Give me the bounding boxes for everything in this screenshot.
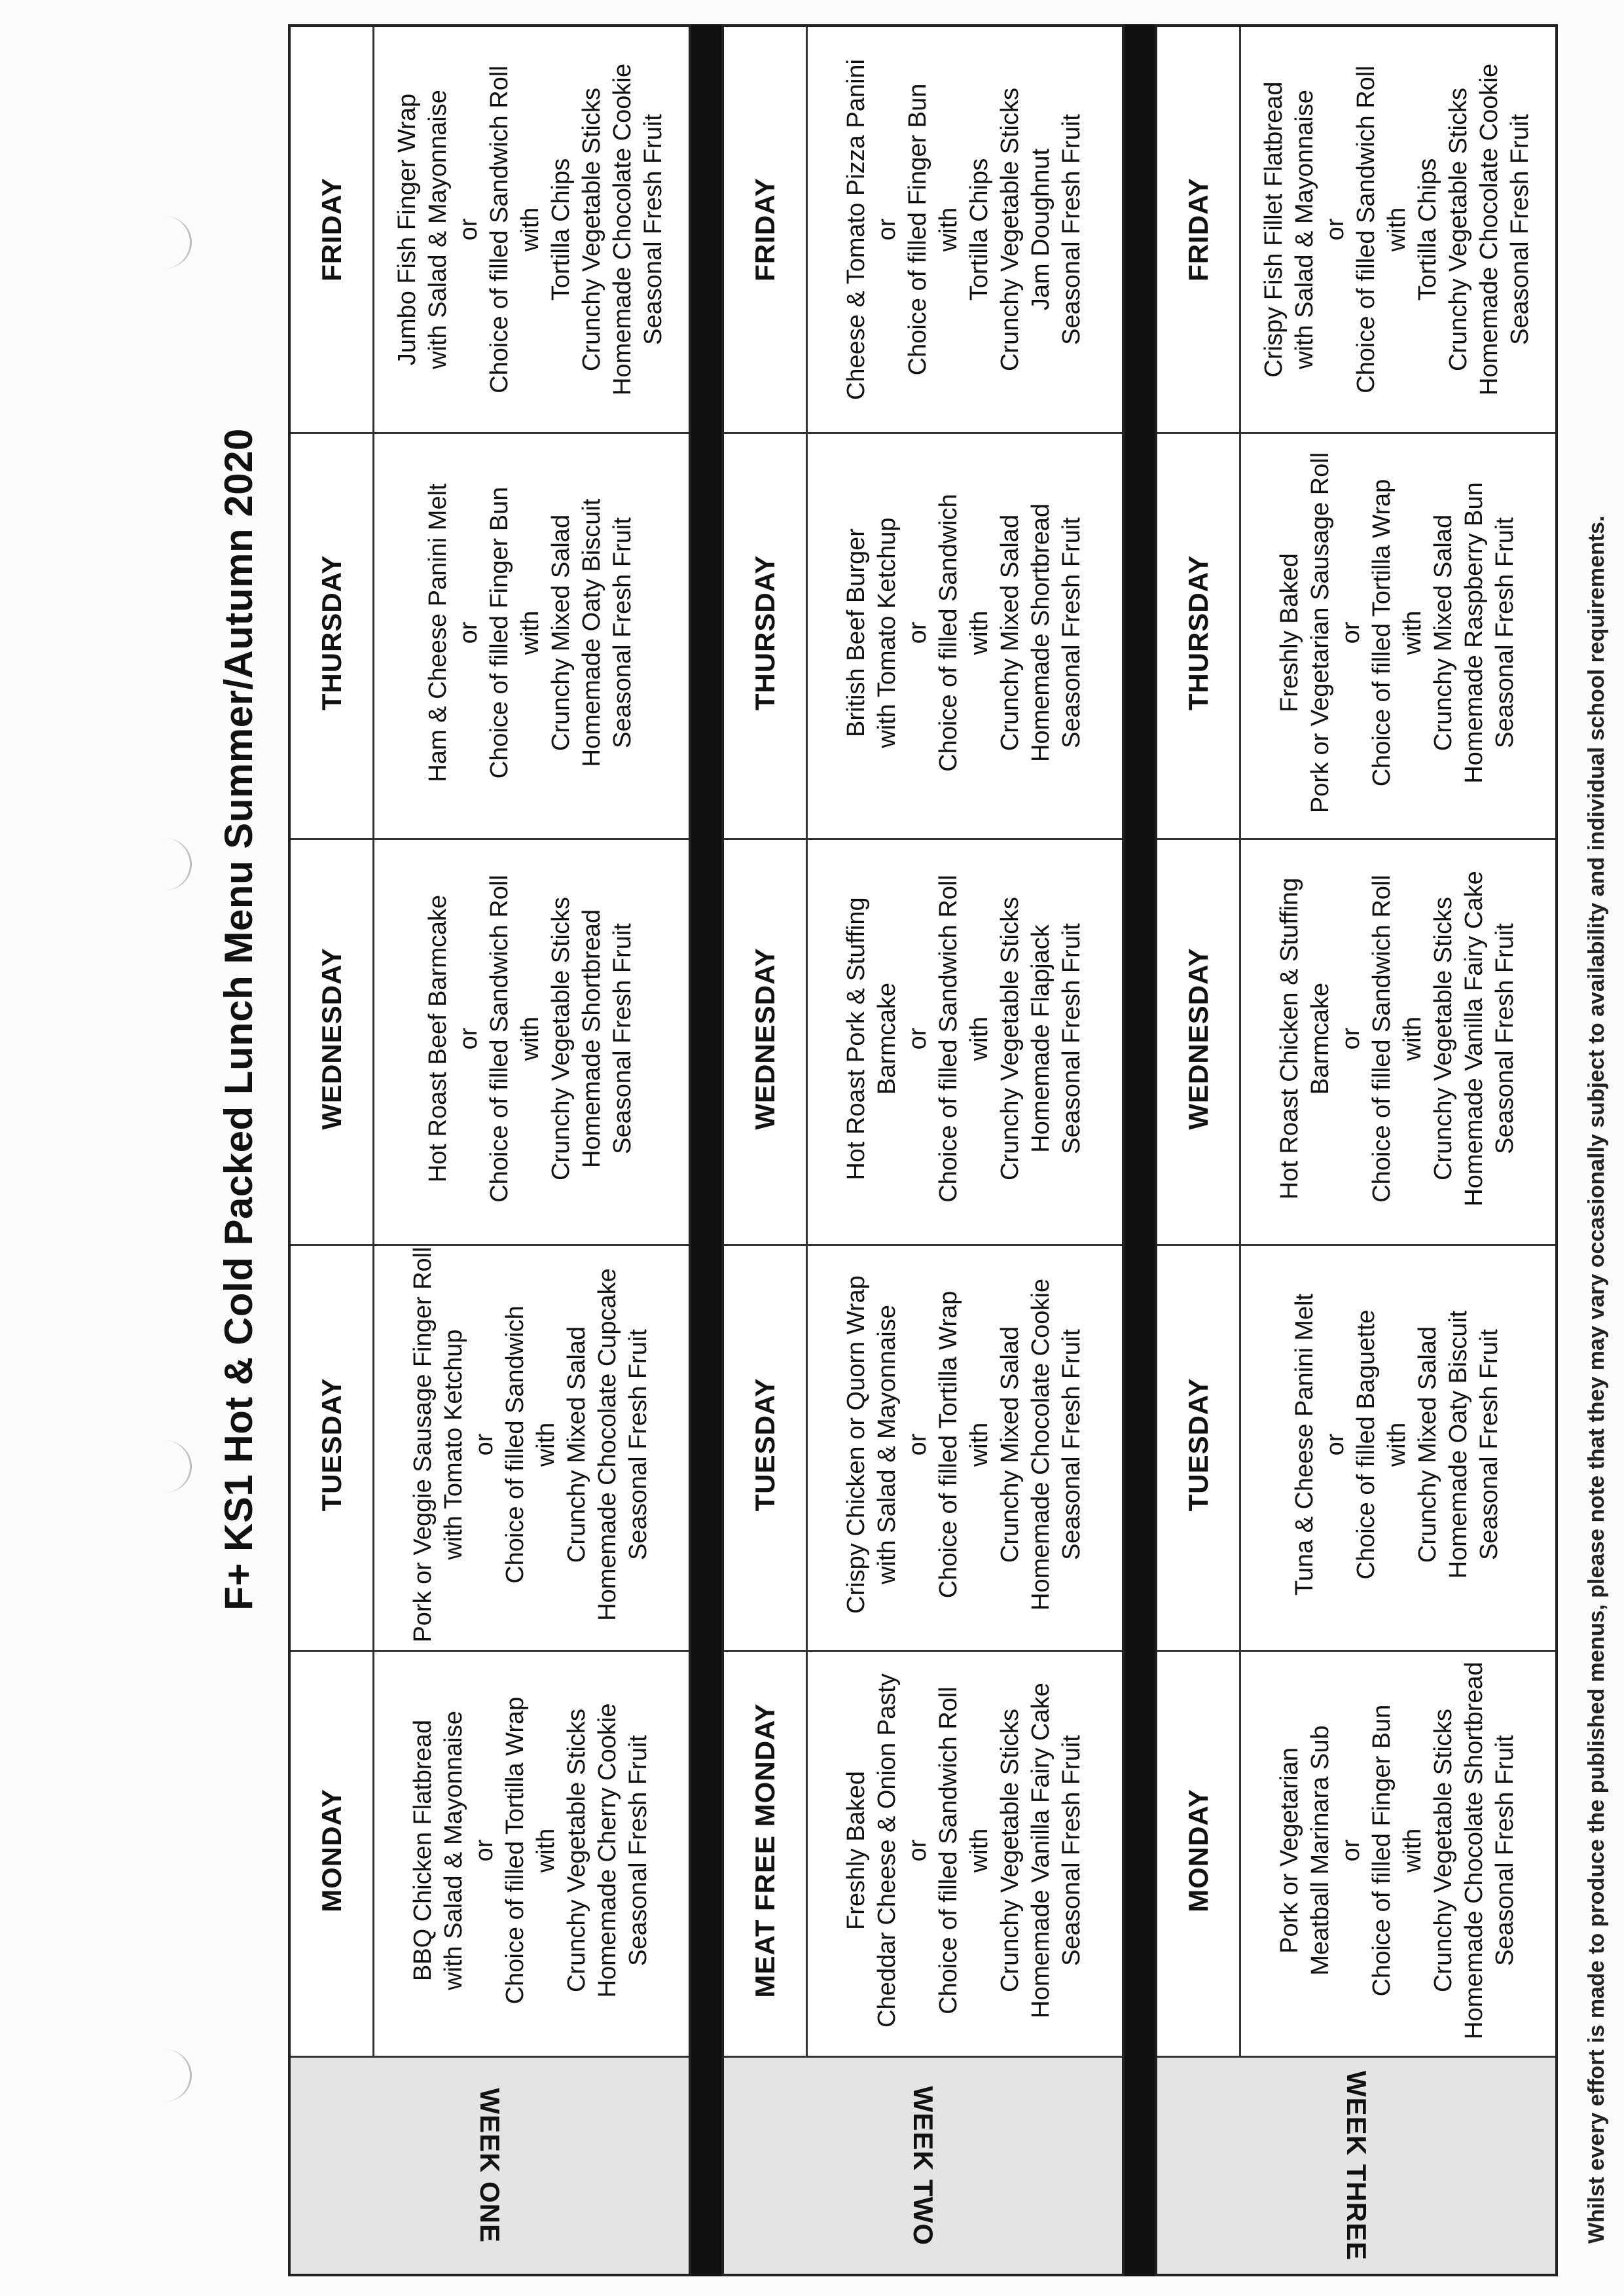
day-menu — [806, 1239, 1122, 1650]
week-label-text: WEEK THREE — [1341, 2071, 1372, 2261]
menu-line: with — [965, 610, 993, 655]
menu-line: Homemade Chocolate Cookie — [1475, 64, 1503, 395]
menu-line: Seasonal Fresh Fruit — [640, 114, 667, 345]
menu-line: Crunchy Mixed Salad — [1429, 514, 1457, 752]
menu-line: Tortilla Chips — [1414, 158, 1441, 301]
day-menu — [806, 428, 1122, 838]
week-row — [721, 24, 1125, 2276]
menu-line: Crunchy Vegetable Sticks — [996, 88, 1024, 372]
menu-line: Pork or Vegetarian — [1275, 1747, 1303, 1954]
day-menu — [372, 833, 689, 1244]
day-cell — [291, 1645, 689, 2058]
day-cell — [291, 27, 689, 434]
menu-line: or — [903, 621, 931, 644]
day-menu — [372, 428, 689, 838]
menu-line: with — [1383, 207, 1411, 252]
day-menu — [1239, 833, 1555, 1244]
day-menu — [372, 27, 689, 432]
menu-line: Choice of filled Tortilla Wrap — [1367, 479, 1396, 787]
menu-line: with — [1383, 1422, 1411, 1467]
menu-line: Hot Roast Chicken & Stuffing — [1275, 877, 1303, 1200]
menu-line: Crunchy Vegetable Sticks — [1445, 88, 1472, 372]
menu-line: Seasonal Fresh Fruit — [1057, 517, 1085, 748]
menu-line: Choice of filled Sandwich Roll — [486, 875, 513, 1203]
menu-line: Homemade Vanilla Fairy Cake — [1460, 871, 1488, 1207]
menu-line: Meatball Marinara Sub — [1306, 1725, 1334, 1976]
page-title: F+ KS1 Hot & Cold Packed Lunch Menu Summer/Autumn 2020 — [217, 428, 261, 1611]
menu-line: Pork or Veggie Sausage Finger Roll — [408, 1247, 437, 1643]
menu-line: with — [516, 207, 544, 252]
menu-line: Crunchy Mixed Salad — [996, 514, 1024, 752]
menu-line: Seasonal Fresh Fruit — [624, 1329, 652, 1560]
footer-note: Whilst every effort is made to produce the published menus, please note that they may vary occasionally subject to availability and individual school requirements. — [1584, 515, 1609, 2244]
menu-line: Cheddar Cheese & Onion Pasty — [873, 1673, 901, 2028]
day-cell — [1157, 1645, 1555, 2058]
day-heading: WEDNESDAY — [1157, 833, 1241, 1244]
menu-line: Crunchy Vegetable Sticks — [996, 897, 1024, 1181]
menu-line: with — [516, 610, 544, 655]
menu-line: Cheese & Tomato Pizza Panini — [842, 58, 870, 401]
menu-line: with — [965, 1016, 993, 1061]
day-cell — [291, 833, 689, 1246]
week-divider — [1125, 24, 1155, 2276]
week-row — [1155, 24, 1558, 2276]
menu-line: or — [1322, 1433, 1349, 1456]
day-heading: MEAT FREE MONDAY — [724, 1645, 808, 2056]
menu-line: Choice of filled Sandwich Roll — [486, 65, 513, 393]
menu-line: Seasonal Fresh Fruit — [1057, 923, 1085, 1154]
menu-line: Hot Roast Beef Barmcake — [424, 894, 452, 1183]
menu-line: Crunchy Mixed Salad — [996, 1326, 1024, 1563]
day-heading: THURSDAY — [724, 428, 808, 838]
day-menu — [372, 1239, 689, 1650]
day-heading: FRIDAY — [291, 27, 374, 432]
menu-line: Seasonal Fresh Fruit — [1490, 1735, 1519, 1966]
menu-line: Hot Roast Pork & Stuffing — [842, 897, 870, 1180]
menu-line: Ham & Cheese Panini Melt — [424, 483, 452, 782]
menu-line: Homemade Chocolate Cookie — [609, 64, 636, 395]
menu-line: Choice of filled Sandwich Roll — [934, 1686, 962, 2014]
menu-line: Choice of filled Finger Bun — [1367, 1704, 1396, 1997]
menu-line: or — [1322, 218, 1349, 241]
menu-table — [288, 24, 1571, 2276]
menu-line: with Tomato Ketchup — [439, 1329, 467, 1560]
menu-line: or — [903, 1433, 931, 1456]
menu-line: with — [1398, 1828, 1426, 1873]
menu-line: Choice of filled Sandwich Roll — [934, 875, 962, 1203]
week-divider — [691, 24, 721, 2276]
menu-line: Seasonal Fresh Fruit — [609, 923, 636, 1154]
menu-line: Homemade Chocolate Cookie — [1026, 1279, 1055, 1611]
day-menu — [372, 1645, 689, 2056]
menu-line: Barmcake — [1306, 982, 1334, 1095]
day-heading: TUESDAY — [291, 1239, 374, 1650]
menu-line: or — [1337, 1027, 1365, 1050]
menu-line: or — [455, 621, 482, 644]
week-label — [1157, 2056, 1555, 2274]
menu-line: Crispy Chicken or Quorn Wrap — [842, 1275, 870, 1614]
menu-line: Choice of filled Baguette — [1352, 1309, 1380, 1580]
week-row — [288, 24, 691, 2276]
day-heading: TUESDAY — [724, 1239, 808, 1650]
menu-line: or — [903, 1839, 931, 1862]
menu-line: British Beef Burger — [842, 528, 870, 737]
day-heading: MONDAY — [291, 1645, 374, 2056]
day-heading: TUESDAY — [1157, 1239, 1241, 1650]
day-heading: MONDAY — [1157, 1645, 1241, 2056]
menu-line: Tortilla Chips — [965, 158, 993, 301]
menu-line: Choice of filled Tortilla Wrap — [934, 1290, 962, 1599]
menu-line: or — [873, 218, 901, 241]
day-cell — [291, 428, 689, 840]
menu-line: Crunchy Vegetable Sticks — [996, 1709, 1024, 1993]
menu-line: Seasonal Fresh Fruit — [1057, 1329, 1085, 1560]
menu-line: Jumbo Fish Finger Wrap — [393, 93, 421, 366]
day-heading: FRIDAY — [724, 27, 808, 432]
menu-line: Homemade Flapjack — [1026, 924, 1055, 1153]
menu-line: with Salad & Mayonnaise — [424, 90, 452, 369]
menu-line: Crispy Fish Fillet Flatbread — [1260, 81, 1288, 378]
menu-line: with Tomato Ketchup — [873, 517, 901, 748]
menu-line: Freshly Baked — [1275, 553, 1303, 712]
menu-line: Seasonal Fresh Fruit — [1057, 1735, 1085, 1966]
menu-line: with Salad & Mayonnaise — [439, 1711, 467, 1990]
menu-line: or — [455, 1027, 482, 1050]
menu-line: with — [965, 1828, 993, 1873]
menu-line: Seasonal Fresh Fruit — [624, 1735, 652, 1966]
menu-line: Seasonal Fresh Fruit — [1506, 114, 1534, 345]
day-heading: THURSDAY — [291, 428, 374, 838]
day-cell — [724, 27, 1122, 434]
menu-line: Crunchy Vegetable Sticks — [562, 1709, 590, 1993]
day-menu — [1239, 27, 1555, 432]
menu-line: Homemade Cherry Cookie — [593, 1703, 621, 1998]
day-cell — [1157, 1239, 1555, 1652]
menu-line: Choice of filled Finger Bun — [486, 486, 513, 779]
menu-line: with — [965, 1422, 993, 1467]
day-cell — [1157, 27, 1555, 434]
menu-line: or — [903, 1027, 931, 1050]
menu-line: Seasonal Fresh Fruit — [1490, 517, 1519, 748]
menu-line: BBQ Chicken Flatbread — [408, 1719, 437, 1982]
day-cell — [291, 1239, 689, 1652]
menu-line: Homemade Shortbread — [578, 909, 605, 1168]
menu-line: Homemade Shortbread — [1026, 503, 1055, 762]
day-cell — [1157, 428, 1555, 840]
week-label — [724, 2056, 1122, 2274]
menu-line: with — [934, 207, 962, 252]
menu-line: Freshly Baked — [842, 1771, 870, 1930]
day-heading: THURSDAY — [1157, 428, 1241, 838]
menu-line: with — [1398, 610, 1426, 655]
menu-line: Choice of filled Sandwich Roll — [1367, 875, 1396, 1203]
day-menu — [806, 1645, 1122, 2056]
menu-line: Homemade Oaty Biscuit — [1445, 1310, 1472, 1579]
menu-line: Tortilla Chips — [547, 158, 575, 301]
menu-line: Choice of filled Sandwich — [934, 494, 962, 772]
menu-line: or — [1337, 1839, 1365, 1862]
menu-line: with Salad & Mayonnaise — [873, 1305, 901, 1584]
week-label-text: WEEK ONE — [475, 2088, 505, 2244]
menu-line: Choice of filled Sandwich — [501, 1305, 529, 1584]
menu-line: with — [1398, 1016, 1426, 1061]
day-cell — [724, 1645, 1122, 2058]
menu-line: Seasonal Fresh Fruit — [1057, 114, 1085, 345]
menu-line: Crunchy Mixed Salad — [562, 1326, 590, 1563]
menu-line: with — [532, 1828, 560, 1873]
day-heading: FRIDAY — [1157, 27, 1241, 432]
menu-line: or — [1337, 621, 1365, 644]
day-cell — [724, 833, 1122, 1246]
menu-line: Seasonal Fresh Fruit — [1490, 923, 1519, 1154]
day-heading: WEDNESDAY — [724, 833, 808, 1244]
menu-line: Crunchy Vegetable Sticks — [547, 897, 575, 1181]
week-label — [291, 2056, 689, 2274]
menu-line: Crunchy Vegetable Sticks — [1429, 1709, 1457, 1993]
day-heading: WEDNESDAY — [291, 833, 374, 1244]
menu-line: or — [470, 1433, 498, 1456]
menu-line: Jam Doughnut — [1026, 148, 1055, 311]
menu-line: Seasonal Fresh Fruit — [609, 517, 636, 748]
menu-line: Homemade Chocolate Shortbread — [1460, 1662, 1488, 2039]
day-cell — [1157, 833, 1555, 1246]
menu-line: with Salad & Mayonnaise — [1291, 90, 1318, 369]
menu-line: Choice of filled Sandwich Roll — [1352, 65, 1380, 393]
day-menu — [1239, 1239, 1555, 1650]
menu-line: Homemade Raspberry Bun — [1460, 482, 1488, 784]
menu-line: Homemade Oaty Biscuit — [578, 498, 605, 767]
menu-line: Choice of filled Finger Bun — [903, 83, 931, 376]
menu-line: Homemade Vanilla Fairy Cake — [1026, 1683, 1055, 2018]
menu-line: with — [516, 1016, 544, 1061]
menu-line: Seasonal Fresh Fruit — [1475, 1329, 1503, 1560]
day-menu — [1239, 1645, 1555, 2056]
menu-line: or — [470, 1839, 498, 1862]
day-menu — [806, 27, 1122, 432]
menu-line: Crunchy Mixed Salad — [1414, 1326, 1441, 1563]
menu-line: Crunchy Vegetable Sticks — [1429, 897, 1457, 1181]
day-cell — [724, 428, 1122, 840]
menu-line: Homemade Chocolate Cupcake — [593, 1268, 621, 1621]
day-menu — [1239, 428, 1555, 838]
menu-line: Crunchy Mixed Salad — [547, 514, 575, 752]
week-label-text: WEEK TWO — [908, 2086, 939, 2246]
menu-line: Barmcake — [873, 982, 901, 1095]
day-menu — [806, 833, 1122, 1244]
menu-line: Choice of filled Tortilla Wrap — [501, 1696, 529, 2005]
menu-line: with — [532, 1422, 560, 1467]
day-cell — [724, 1239, 1122, 1652]
menu-line: Crunchy Vegetable Sticks — [578, 88, 605, 372]
menu-line: or — [455, 218, 482, 241]
menu-line: Tuna & Cheese Panini Melt — [1291, 1293, 1318, 1596]
menu-line: Pork or Vegetarian Sausage Roll — [1306, 452, 1334, 814]
